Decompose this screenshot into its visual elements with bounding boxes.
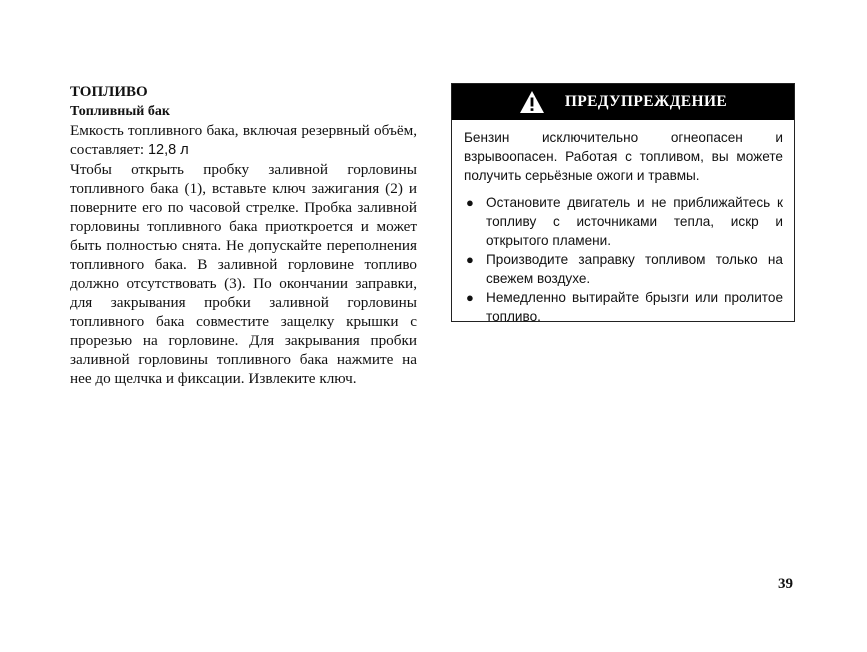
warning-triangle-icon [519,90,545,114]
capacity-text: Емкость топливного бака, включая резервный объём, составляет: [70,122,417,158]
bullet-icon: ● [466,195,474,210]
instructions-paragraph: Чтобы открыть пробку заливной горловины топливного бака (1), вставьте ключ зажигания (2) и поверните его по часовой стрелке. Пробка заливной горловины топливного бака приоткроется и может быть полностью снята. Не допускайте переполнения топливного бака. В заливной горловине топливо должно отсутствовать (3). По окончании заправки, для закрывания пробки заливной горловины топливного бака совместите защелку крышки с прорезью на горловине. Для закрывания пробки заливной горловины топливного бака нажмите на нее до щелчка и фиксации. Извлеките ключ. [70,161,417,387]
bullet-icon: ● [466,290,474,305]
warning-item [464,288,783,326]
warning-item [464,250,783,288]
warning-item-text: Производите заправку топливом только на свежем воздухе. [486,252,783,286]
warning-header [452,84,794,120]
section-title: ТОПЛИВО [70,84,148,100]
subsection-title: Топливный бак [70,104,170,119]
capacity-value: 12,8 л [147,142,189,158]
warning-item-text: Остановите двигатель и не приближайтесь к топливу с источниками тепла, искр и открытого пламени. [486,195,783,248]
page-number: 39 [778,576,793,592]
warning-body [452,120,794,326]
warning-item-text: Немедленно вытирайте брызги или пролитое топливо. [486,290,783,324]
warning-list [464,193,783,326]
warning-text: Бензин исключительно огнеопасен и взрывоопасен. Работая с топливом, вы можете получить серьёзные ожоги и травмы. [464,130,783,183]
warning-item [464,193,783,250]
capacity-paragraph [70,121,417,160]
warning-box [451,83,795,322]
fuel-section [70,83,417,388]
warning-title: ПРЕДУПРЕЖДЕНИЕ [564,93,728,110]
bullet-icon: ● [466,252,474,267]
